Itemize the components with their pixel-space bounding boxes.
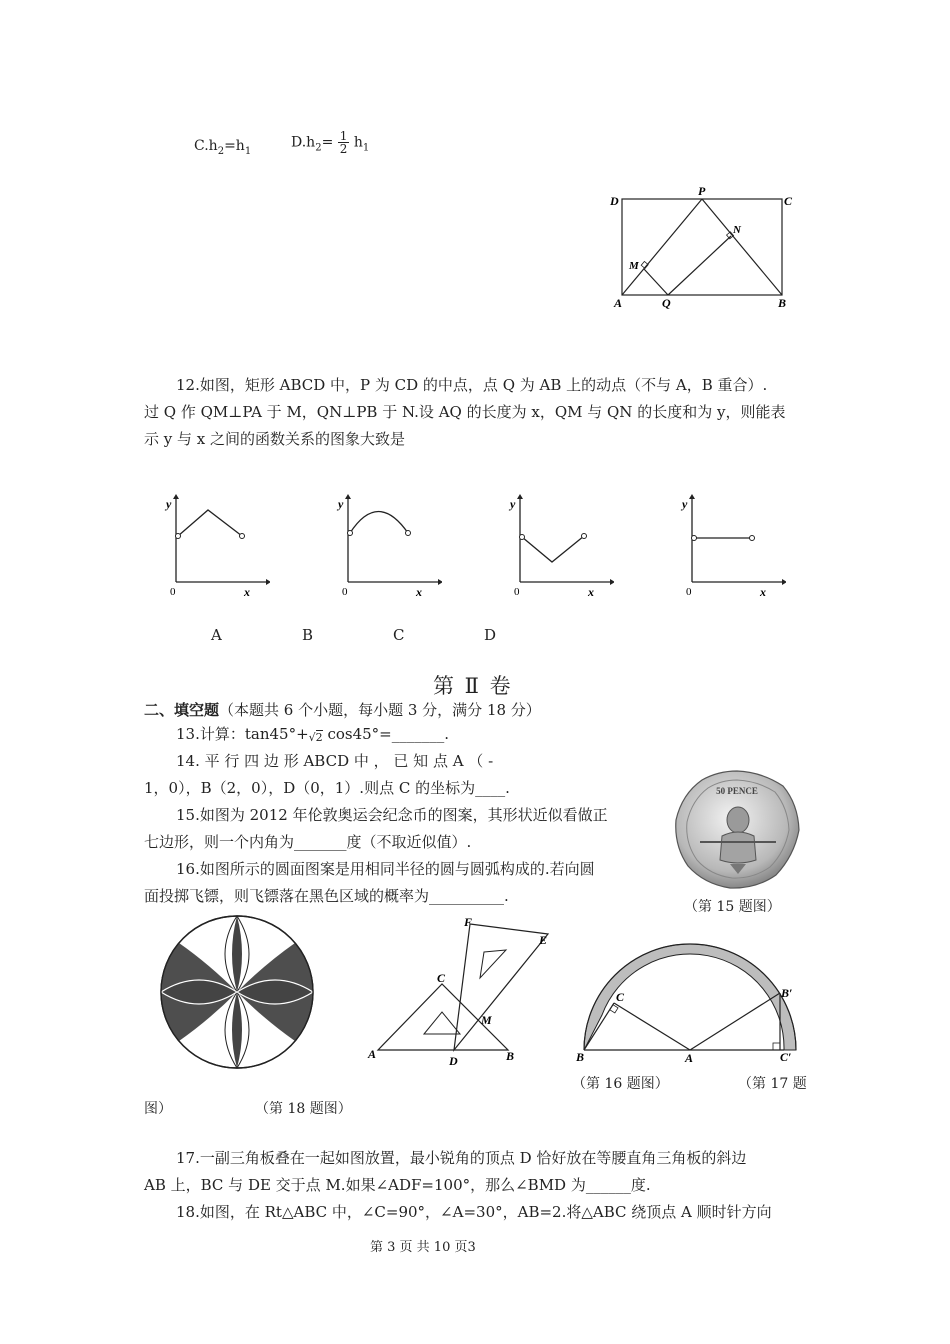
label-C: C — [784, 194, 793, 208]
svg-text:x: x — [244, 585, 250, 599]
q14-q16-block: 14. 平 行 四 边 形 ABCD 中 ， 已 知 点 A （ - 1，0），B（2，0），D（0，1）.则点 C 的坐标为____. 15.如图为 2012 年伦敦奥运会纪念币的图案，其形状近似看做正 七边形，则一个内角为_______度（不取近似值）. 16.如图所示的圆面图案是用相同半径的圆与圆弧构成的.若向圆 面投掷飞镖，则飞镖落在黑色区域的概率为__________. — [144, 752, 608, 905]
graph-b — [330, 492, 442, 600]
olympic-coin-image — [670, 768, 804, 892]
caption-q17-part1: （第 17 题 — [738, 1076, 807, 1092]
svg-text:E: E — [539, 933, 548, 947]
q11-option-c: $C.h_2=h_1$ — [194, 138, 252, 157]
svg-text:y: y — [682, 497, 688, 511]
svg-text:y: y — [510, 497, 516, 511]
svg-text:C: C — [437, 971, 446, 985]
caption-q17-part2: 图） — [144, 1101, 172, 1117]
svg-text:x: x — [760, 585, 766, 599]
label-M: M — [629, 260, 639, 272]
part2-heading: 二、填空题（本题共 6 个小题，每小题 3 分，满分 18 分） — [144, 701, 541, 719]
svg-text:A: A — [368, 1047, 377, 1061]
svg-text:M: M — [481, 1013, 492, 1027]
graph-d — [674, 492, 786, 600]
svg-text:A: A — [685, 1051, 694, 1065]
svg-text:y: y — [166, 497, 172, 511]
graph-label-a: A — [211, 626, 222, 644]
graph-label-b: B — [302, 626, 314, 644]
semicircle-rotation-figure — [572, 905, 808, 1065]
svg-text:C: C — [616, 990, 625, 1004]
label-D: D — [610, 194, 619, 208]
label-A: A — [614, 296, 623, 310]
q17-q18-block: 17.一副三角板叠在一起如图放置，最小锐角的顶点 D 恰好放在等腰直角三角板的斜边 AB 上，BC 与 DE 交于点 M.如果∠ADF=100°，那么∠BMD 为______度. 18.如图，在 Rt△ABC 中，∠C=90°，∠A=30°，AB=2.将△ABC 绕顶点 A 顺时针方向 — [144, 1149, 772, 1221]
caption-q15: （第 15 题图） — [684, 899, 781, 915]
svg-text:0: 0 — [686, 586, 692, 598]
graph-label-c: C — [393, 626, 405, 644]
label-B: B — [778, 296, 787, 310]
page-footer: 第 3 页 共 10 页3 — [370, 1240, 476, 1255]
q13-text: 13.计算：tan45°+√2 cos45°=_______. — [176, 725, 449, 744]
svg-text:F: F — [464, 915, 473, 929]
label-N: N — [733, 224, 741, 236]
caption-q16: （第 16 题图） — [572, 1076, 669, 1092]
svg-text:B: B — [576, 1050, 585, 1064]
graph-c — [502, 492, 614, 600]
q12-rectangle-figure — [600, 185, 800, 315]
svg-text:0: 0 — [170, 586, 176, 598]
circle-pattern-figure — [157, 912, 317, 1072]
triangle-plates-figure — [366, 912, 556, 1072]
caption-q18: （第 18 题图） — [255, 1101, 352, 1117]
svg-text:x: x — [416, 585, 422, 599]
graph-label-d: D — [484, 626, 497, 644]
svg-text:0: 0 — [342, 586, 348, 598]
graph-a — [158, 492, 270, 600]
svg-text:D: D — [449, 1054, 458, 1068]
section-title: 第 Ⅱ 卷 — [433, 674, 513, 698]
svg-text:y: y — [338, 497, 344, 511]
svg-text:0: 0 — [514, 586, 520, 598]
q12-text: 12.如图，矩形 ABCD 中，P 为 CD 的中点，点 Q 为 AB 上的动点（不与 A，B 重合）. 过 Q 作 QM⊥PA 于 M，QN⊥PB 于 N.设 AQ 的长度为 x，QM 与 QN 的长度和为 y，则能表 示 y 与 x 之间的函数关系的图象大致是 — [144, 376, 786, 448]
svg-text:B: B — [506, 1049, 515, 1063]
svg-text:x: x — [588, 585, 594, 599]
svg-text:C′: C′ — [780, 1050, 792, 1064]
fraction-one-half: $\frac{1}{2}$ — [339, 129, 348, 156]
q11-option-d: $D.h_2=$ $\frac{1}{2}$ $h_1$ — [291, 129, 370, 156]
svg-text:B′: B′ — [781, 986, 793, 1000]
label-Q: Q — [662, 296, 671, 310]
label-P: P — [698, 185, 706, 198]
svg-text:50 PENCE: 50 PENCE — [716, 786, 758, 796]
